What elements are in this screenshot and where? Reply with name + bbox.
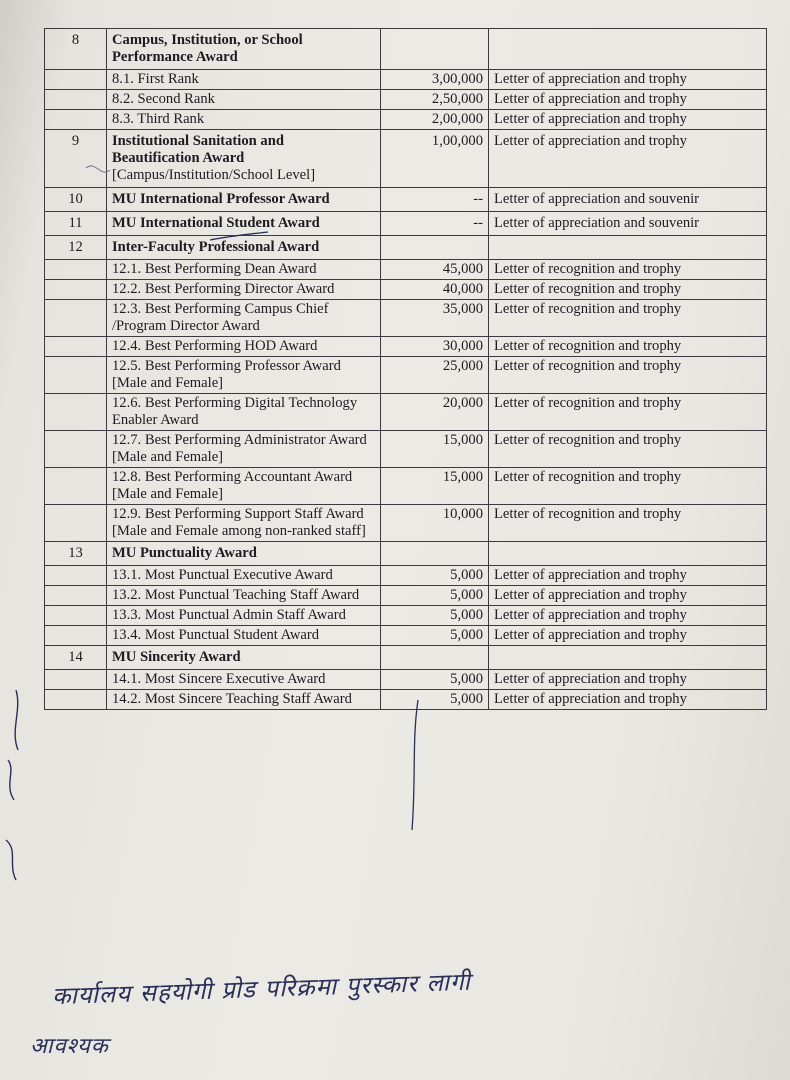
row-number <box>45 260 107 280</box>
award-amount <box>381 260 489 280</box>
award-title-text: 12.4. Best Performing HOD Award <box>112 338 318 354</box>
award-prize-text: Letter of recognition and trophy <box>494 358 682 374</box>
award-title <box>107 505 381 542</box>
award-prize-text: Letter of appreciation and trophy <box>494 627 687 643</box>
award-title-text: 12.5. Best Performing Professor Award [Male and Female] <box>112 358 341 391</box>
award-prize <box>489 670 767 690</box>
award-amount <box>381 394 489 431</box>
award-title <box>107 626 381 646</box>
table-row <box>45 394 767 431</box>
award-prize <box>489 70 767 90</box>
award-prize <box>489 260 767 280</box>
row-number <box>45 606 107 626</box>
award-amount <box>381 606 489 626</box>
row-number <box>45 212 107 236</box>
award-amount-text: 15,000 <box>442 432 483 448</box>
row-number <box>45 542 107 566</box>
award-title-text: 12.2. Best Performing Director Award <box>112 281 335 297</box>
row-number <box>45 586 107 606</box>
award-title <box>107 606 381 626</box>
award-title <box>107 468 381 505</box>
award-title <box>107 280 381 300</box>
awards-table-body <box>45 29 767 710</box>
award-title <box>107 586 381 606</box>
award-title-text: 12.1. Best Performing Dean Award <box>112 261 317 277</box>
row-number <box>45 280 107 300</box>
row-number <box>45 670 107 690</box>
award-amount <box>381 357 489 394</box>
award-amount <box>381 236 489 260</box>
section-row <box>45 130 767 188</box>
award-title-text: MU Punctuality Award <box>112 545 257 561</box>
row-number <box>45 505 107 542</box>
table-row <box>45 70 767 90</box>
table-row <box>45 110 767 130</box>
award-amount <box>381 542 489 566</box>
award-amount-text: 5,000 <box>450 607 483 623</box>
row-number-text: 11 <box>68 215 83 231</box>
award-amount-text: 5,000 <box>450 587 483 603</box>
row-number-text: 8 <box>71 32 80 48</box>
award-amount-text: -- <box>473 215 483 231</box>
award-prize-text: Letter of recognition and trophy <box>494 506 682 522</box>
award-prize <box>489 505 767 542</box>
award-prize <box>489 606 767 626</box>
award-prize <box>489 337 767 357</box>
award-amount <box>381 212 489 236</box>
award-prize-text: Letter of recognition and trophy <box>494 432 682 448</box>
award-title-text: 12.6. Best Performing Digital Technology Enabler Award <box>112 395 358 428</box>
row-number <box>45 337 107 357</box>
award-prize-text: Letter of appreciation and trophy <box>494 111 687 127</box>
award-title-text: 8.3. Third Rank <box>112 111 205 127</box>
award-title-text: 13.4. Most Punctual Student Award <box>112 627 320 643</box>
award-amount-text: 20,000 <box>442 395 483 411</box>
award-prize-text: Letter of appreciation and trophy <box>494 91 687 107</box>
award-prize-text: Letter of appreciation and trophy <box>494 607 687 623</box>
award-amount <box>381 505 489 542</box>
award-title <box>107 646 381 670</box>
award-prize <box>489 212 767 236</box>
award-amount <box>381 90 489 110</box>
award-title-text: 14.1. Most Sincere Executive Award <box>112 671 326 687</box>
table-row <box>45 337 767 357</box>
section-row <box>45 236 767 260</box>
award-prize <box>489 130 767 188</box>
row-number-text: 9 <box>71 133 80 149</box>
award-amount-text: 40,000 <box>442 281 483 297</box>
award-prize <box>489 90 767 110</box>
award-prize-text: Letter of recognition and trophy <box>494 338 682 354</box>
award-amount <box>381 110 489 130</box>
award-title-text: 13.3. Most Punctual Admin Staff Award <box>112 607 346 623</box>
section-row <box>45 188 767 212</box>
award-amount-text: 1,00,000 <box>431 133 483 149</box>
table-row <box>45 431 767 468</box>
row-number <box>45 110 107 130</box>
award-title <box>107 70 381 90</box>
award-title-text: 8.2. Second Rank <box>112 91 215 107</box>
award-prize <box>489 188 767 212</box>
award-amount <box>381 280 489 300</box>
row-number <box>45 188 107 212</box>
award-prize <box>489 110 767 130</box>
award-amount <box>381 188 489 212</box>
award-amount <box>381 300 489 337</box>
award-prize <box>489 29 767 70</box>
award-prize <box>489 586 767 606</box>
table-row <box>45 505 767 542</box>
row-number <box>45 300 107 337</box>
award-prize <box>489 542 767 566</box>
award-title <box>107 188 381 212</box>
row-number <box>45 646 107 670</box>
award-title-text: MU International Student Award <box>112 215 320 231</box>
award-title <box>107 670 381 690</box>
award-amount-text: 3,00,000 <box>431 71 483 87</box>
row-number <box>45 431 107 468</box>
award-title <box>107 260 381 280</box>
award-title-text: 13.2. Most Punctual Teaching Staff Award <box>112 587 360 603</box>
award-title-text: 13.1. Most Punctual Executive Award <box>112 567 333 583</box>
row-number-text: 10 <box>68 191 83 207</box>
award-prize-text: Letter of recognition and trophy <box>494 261 682 277</box>
table-row <box>45 357 767 394</box>
award-amount-text: 35,000 <box>442 301 483 317</box>
row-number-text: 12 <box>68 239 83 255</box>
award-amount <box>381 566 489 586</box>
award-amount-text: 5,000 <box>450 627 483 643</box>
award-amount <box>381 646 489 670</box>
table-row <box>45 300 767 337</box>
award-title-text: Institutional Sanitation and Beautification Award <box>112 133 284 166</box>
award-prize <box>489 394 767 431</box>
award-prize-text: Letter of recognition and trophy <box>494 281 682 297</box>
award-amount <box>381 586 489 606</box>
row-number <box>45 690 107 710</box>
award-title <box>107 690 381 710</box>
section-row <box>45 29 767 70</box>
award-prize-text: Letter of appreciation and trophy <box>494 691 687 707</box>
award-amount <box>381 337 489 357</box>
row-number <box>45 626 107 646</box>
award-amount-text: 25,000 <box>442 358 483 374</box>
table-row <box>45 586 767 606</box>
table-row <box>45 280 767 300</box>
margin-scribble <box>2 690 32 890</box>
award-amount-text: -- <box>473 191 483 207</box>
row-number <box>45 29 107 70</box>
award-prize-text: Letter of appreciation and trophy <box>494 71 687 87</box>
award-title <box>107 236 381 260</box>
award-prize <box>489 690 767 710</box>
award-amount-text: 2,50,000 <box>431 91 483 107</box>
handwritten-note-line2: आवश्यक <box>30 1034 109 1059</box>
award-amount <box>381 626 489 646</box>
award-amount-text: 30,000 <box>442 338 483 354</box>
award-amount-text: 5,000 <box>450 691 483 707</box>
award-prize-text: Letter of recognition and trophy <box>494 469 682 485</box>
award-amount <box>381 670 489 690</box>
award-title-text: 12.7. Best Performing Administrator Award [Male and Female] <box>112 432 367 465</box>
award-amount <box>381 29 489 70</box>
award-prize-text: Letter of appreciation and trophy <box>494 567 687 583</box>
award-amount-text: 5,000 <box>450 671 483 687</box>
row-number <box>45 468 107 505</box>
award-amount <box>381 130 489 188</box>
award-title <box>107 29 381 70</box>
award-amount <box>381 431 489 468</box>
award-prize-text: Letter of appreciation and trophy <box>494 671 687 687</box>
award-title <box>107 212 381 236</box>
row-number <box>45 90 107 110</box>
award-title-text: MU International Professor Award <box>112 191 330 207</box>
award-amount-text: 45,000 <box>442 261 483 277</box>
row-number-text: 13 <box>68 545 83 561</box>
row-number-text: 14 <box>68 649 83 665</box>
award-amount <box>381 690 489 710</box>
award-prize <box>489 300 767 337</box>
award-prize <box>489 468 767 505</box>
award-title <box>107 394 381 431</box>
award-title-text: Inter-Faculty Professional Award <box>112 239 320 255</box>
award-title <box>107 337 381 357</box>
award-title <box>107 566 381 586</box>
row-number <box>45 236 107 260</box>
award-title-text: 12.9. Best Performing Support Staff Award [Male and Female among non-ranked staff] <box>112 506 366 539</box>
award-prize-text: Letter of appreciation and souvenir <box>494 191 700 207</box>
table-row <box>45 260 767 280</box>
award-title-text: 8.1. First Rank <box>112 71 199 87</box>
table-row <box>45 626 767 646</box>
award-prize <box>489 280 767 300</box>
section-row <box>45 646 767 670</box>
award-title <box>107 357 381 394</box>
award-amount-text: 10,000 <box>442 506 483 522</box>
award-prize <box>489 357 767 394</box>
award-amount-text: 5,000 <box>450 567 483 583</box>
award-title-text: 12.8. Best Performing Accountant Award [Male and Female] <box>112 469 353 502</box>
award-amount <box>381 468 489 505</box>
awards-table <box>44 28 767 710</box>
award-prize <box>489 646 767 670</box>
award-title-text: MU Sincerity Award <box>112 649 241 665</box>
table-row <box>45 670 767 690</box>
award-title-text: 12.3. Best Performing Campus Chief /Program Director Award <box>112 301 329 334</box>
award-prize-text: Letter of appreciation and trophy <box>494 587 687 603</box>
row-number <box>45 394 107 431</box>
table-row <box>45 468 767 505</box>
section-row <box>45 212 767 236</box>
award-amount-text: 2,00,000 <box>431 111 483 127</box>
award-subtitle: [Campus/Institution/School Level] <box>112 167 316 183</box>
award-prize-text: Letter of recognition and trophy <box>494 395 682 411</box>
handwritten-note-line1: कार्यालय सहयोगी प्रोड परिक्रमा पुरस्कार लागी <box>51 967 472 1011</box>
award-title <box>107 431 381 468</box>
table-row <box>45 690 767 710</box>
award-prize-text: Letter of recognition and trophy <box>494 301 682 317</box>
row-number <box>45 130 107 188</box>
row-number <box>45 566 107 586</box>
table-row <box>45 566 767 586</box>
award-title-text: Campus, Institution, or School Performance Award <box>112 32 303 65</box>
award-title <box>107 130 381 188</box>
award-title <box>107 300 381 337</box>
award-title-text: 14.2. Most Sincere Teaching Staff Award <box>112 691 352 707</box>
award-title <box>107 90 381 110</box>
award-prize-text: Letter of appreciation and souvenir <box>494 215 700 231</box>
award-prize-text: Letter of appreciation and trophy <box>494 133 687 149</box>
award-amount-text: 15,000 <box>442 469 483 485</box>
row-number <box>45 357 107 394</box>
table-row <box>45 90 767 110</box>
award-prize <box>489 566 767 586</box>
award-amount <box>381 70 489 90</box>
award-title <box>107 542 381 566</box>
table-row <box>45 606 767 626</box>
row-number <box>45 70 107 90</box>
award-prize <box>489 431 767 468</box>
section-row <box>45 542 767 566</box>
award-title <box>107 110 381 130</box>
award-prize <box>489 626 767 646</box>
award-prize <box>489 236 767 260</box>
